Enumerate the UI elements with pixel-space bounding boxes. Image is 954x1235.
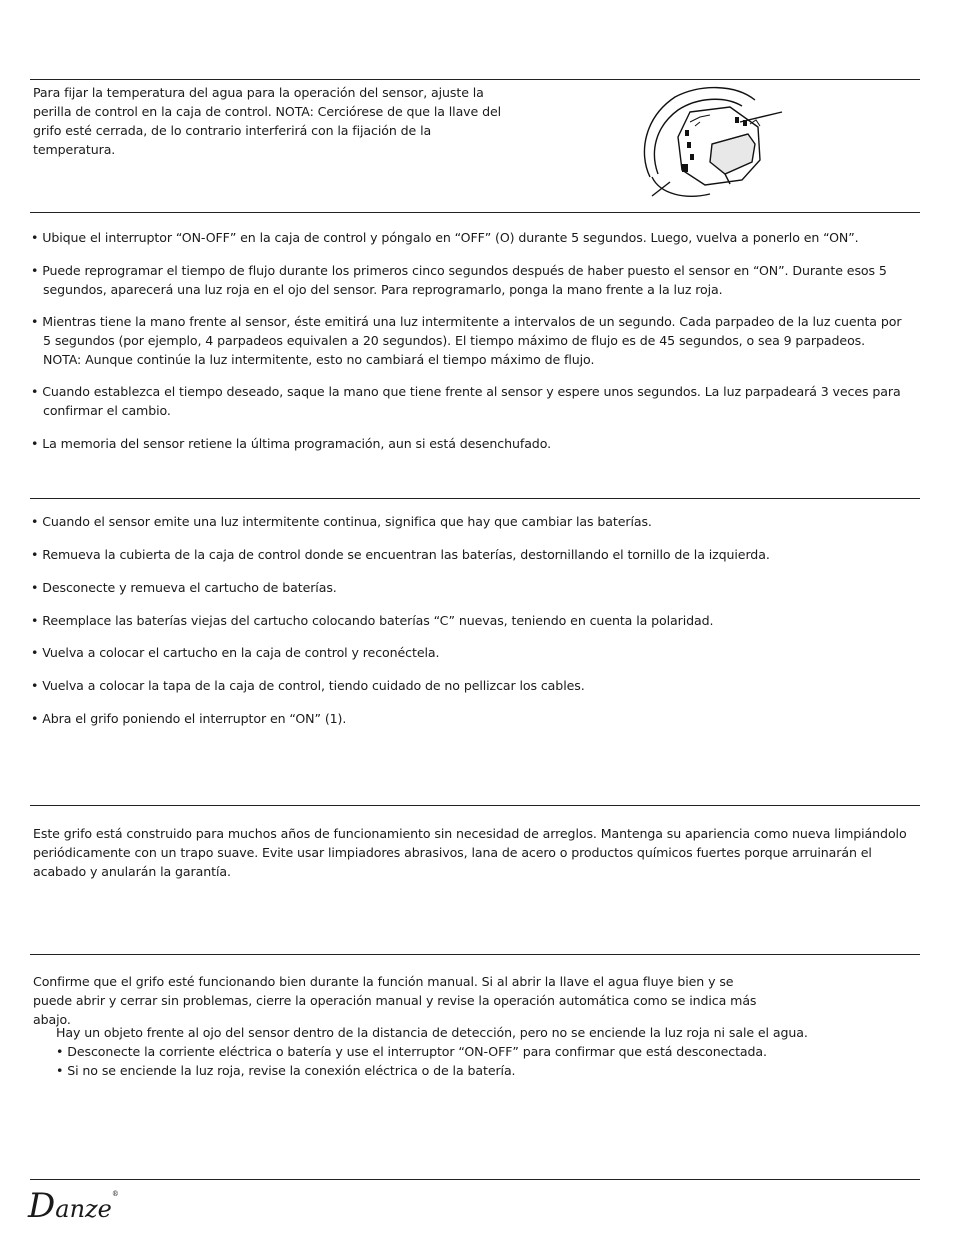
list-item: • Desconecte y remueva el cartucho de baterías.	[31, 580, 337, 595]
care-instructions: Este grifo está construido para muchos años de funcionamiento sin necesidad de arreglos. Mantenga su apariencia como nueva limpiándolo periódicamente con un trapo suave. Evite usar limpiadores abrasivos, lana de acero o productos químicos fuertes porque arruinarán el acabado y anularán la garantía.	[33, 826, 907, 879]
control-knob-illustration	[630, 82, 790, 202]
list-item: • Reemplace las baterías viejas del cartucho colocando baterías “C” nuevas, teniendo en cuenta la polaridad.	[31, 613, 714, 628]
list-item: • Abra el grifo poniendo el interruptor en “ON” (1).	[31, 711, 347, 726]
danze-logo	[28, 1186, 119, 1226]
registered-mark: ®	[111, 1190, 119, 1198]
list-item: • Ubique el interruptor “ON-OFF” en la caja de control y póngalo en “OFF” (O) durante 5 segundos. Luego, vuelva a ponerlo en “ON”.	[31, 230, 859, 245]
list-item: • Desconecte la corriente eléctrica o batería y use el interruptor “ON-OFF” para confirmar que está desconectada.	[56, 1044, 767, 1059]
section-divider-5	[30, 954, 920, 955]
section-divider-1	[30, 79, 920, 80]
footer-divider	[30, 1179, 920, 1180]
list-item: • Vuelva a colocar el cartucho en la caja de control y reconéctela.	[31, 645, 440, 660]
list-item: • Puede reprogramar el tiempo de flujo durante los primeros cinco segundos después de haber puesto el sensor en “ON”. Durante esos 5 segundos, aparecerá una luz roja en el ojo del sensor. Para reprogramarlo, ponga la mano frente a la luz roja.	[31, 263, 887, 297]
list-item: • Remueva la cubierta de la caja de control donde se encuentran las baterías, destornillando el tornillo de la izquierda.	[31, 547, 770, 562]
list-item: • Cuando el sensor emite una luz intermitente continua, significa que hay que cambiar las baterías.	[31, 514, 652, 529]
section-divider-3	[30, 498, 920, 499]
list-item: • Mientras tiene la mano frente al sensor, éste emitirá una luz intermitente a intervalos de un segundo. Cada parpadeo de la luz cuenta por 5 segundos (por ejemplo, 4 parpadeos equivalen a 20 segundos). El tiempo máximo de flujo es de 45 segundos, o sea 9 parpadeos. NOTA: Aunque continúe la luz intermitente, esto no cambiará el tiempo máximo de flujo.	[31, 314, 902, 367]
list-item: • Cuando establezca el tiempo deseado, saque la mano que tiene frente al sensor y espere unos segundos. La luz parpadeará 3 veces para confirmar el cambio.	[31, 384, 901, 418]
temperature-instructions: Para fijar la temperatura del agua para la operación del sensor, ajuste la perilla de control en la caja de control. NOTA: Cerciórese de que la llave del grifo esté cerrada, de lo contrario interferirá con la fijación de la temperatura.	[33, 85, 502, 157]
section-divider-4	[30, 805, 920, 806]
section-divider-2	[30, 212, 920, 213]
list-item: • Si no se enciende la luz roja, revise la conexión eléctrica o de la batería.	[56, 1063, 516, 1078]
logo-text: anze	[55, 1195, 112, 1223]
list-item: • La memoria del sensor retiene la última programación, aun si está desenchufado.	[31, 436, 551, 451]
list-item: • Vuelva a colocar la tapa de la caja de control, tiendo cuidado de no pellizcar los cables.	[31, 678, 585, 693]
troubleshooting-problem: Hay un objeto frente al ojo del sensor dentro de la distancia de detección, pero no se enciende la luz roja ni sale el agua.	[56, 1025, 808, 1040]
troubleshooting-intro: Confirme que el grifo esté funcionando bien durante la función manual. Si al abrir la llave el agua fluye bien y se puede abrir y cerrar sin problemas, cierre la operación manual y revise la operación automática como se indica más abajo.	[33, 974, 757, 1027]
logo-initial: D	[28, 1186, 56, 1226]
